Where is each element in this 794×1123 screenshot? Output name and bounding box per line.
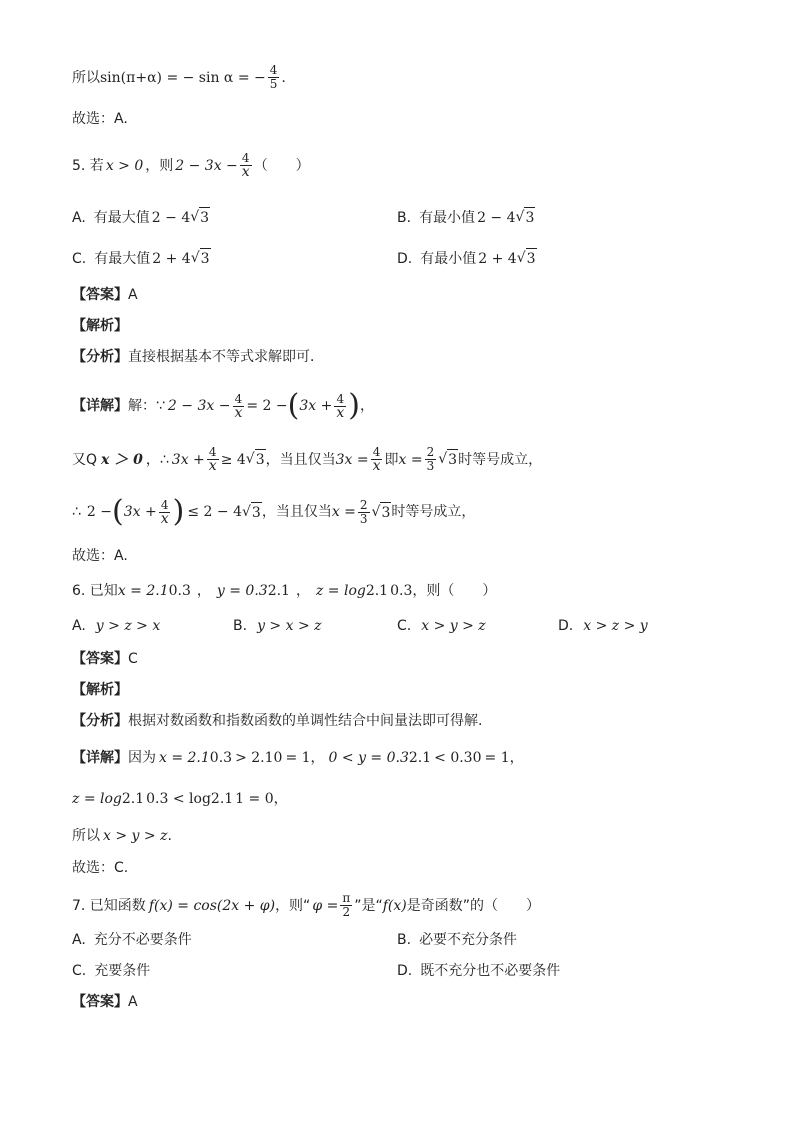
option-c[interactable]: C. 充要条件 (72, 963, 151, 979)
analysis-summary: 【分析】 根据对数函数和指数函数的单调性结合中间量法即可得解. (72, 713, 483, 729)
analysis-summary: 【分析】 直接根据基本不等式求解即可． (72, 349, 324, 365)
analysis-heading: 【解析】 (72, 318, 128, 334)
answer-line: 【答案】 A (72, 287, 138, 303)
option-b[interactable]: B. 有最小值 2 − 4 √ 3 (397, 209, 535, 226)
detail-line-1: 【详解】 因为 x = 2.1 0.3 > 2.1 0 = 1 ， 0 < y = 0.3 2.1 < 0.3 0 = 1 ， (72, 750, 524, 766)
option-c[interactable]: C. x > y > z (397, 618, 486, 634)
option-b[interactable]: B. y > x > z (233, 618, 322, 634)
option-a[interactable]: A. 充分不必要条件 (72, 932, 192, 948)
option-a[interactable]: A. 有最大值 2 − 4 √ 3 (72, 209, 210, 226)
answer-line: 【答案】 C (72, 651, 138, 667)
sqrt-symbol: √ 3 (516, 250, 536, 267)
sqrt-symbol: √ 3 (190, 209, 210, 226)
detail-line-2: z = log 2.1 0.3 < log 2.1 1 = 0 ， (72, 791, 288, 807)
detail-line-2: 又Q x ＞ 0 ，∴ 3x + $\frac{4}{x}$ ≥ 4 √ 3 ，当且仅当 3x = $\frac{4}{x}$ 即 x = $\frac{2}{3}$ √ 3 时等号成立， (72, 445, 543, 474)
option-c[interactable]: C. 有最大值 2 + 4 √ 3 (72, 250, 210, 267)
sqrt-symbol: √ 3 (190, 250, 210, 267)
answer-choice-line: 故选：C. (72, 860, 129, 876)
detail-line-1: 【详解】 解：∵ 2 − 3x − $\frac{4}{x}$ = 2 − ( 3x + $\frac{4}{x}$ ) ， (72, 388, 374, 423)
option-d[interactable]: D. 有最小值 2 + 4 √ 3 (397, 250, 536, 267)
option-d[interactable]: D. 既不充分也不必要条件 (397, 963, 561, 979)
detail-line-3: ∴ 2 − ( 3x + $\frac{4}{x}$ ) ≤ 2 − 4 √ 3 ，当且仅当 x = $\frac{2}{3}$ √ 3 时等号成立， (72, 494, 476, 529)
option-d[interactable]: D. x > z > y (558, 618, 648, 634)
fraction: $\frac{4}{5}$ (269, 63, 278, 91)
text: 所以 (72, 69, 100, 86)
sqrt-symbol: √ 3 (515, 209, 535, 226)
detail-line-3: 所以 x > y > z . (72, 828, 172, 844)
question-5-stem: 5. 若 x > 0 ，则 2 − 3x − $\frac{4}{x}$ （ ） (72, 151, 310, 180)
question-6-stem: 6. 已知 x = 2.1 0.3 ， y = 0.3 2.1 ， z = log 2.1 0.3 ，则（ ） (72, 583, 497, 599)
conclusion-line: 所以 sin(π+α) = − sin α = − $\frac{4}{5}$ . (72, 63, 286, 91)
answer-line: 【答案】 A (72, 994, 138, 1010)
analysis-heading: 【解析】 (72, 682, 128, 698)
question-7-stem: 7. 已知函数 f(x) = cos(2x + φ) ，则“ φ = $\frac{\pi}{2}$ ”是“ f(x) 是奇函数”的（ ） (72, 891, 540, 919)
sqrt-symbol: √ 3 (371, 503, 391, 521)
math-expr: sin(π+α) = − sin α = − (100, 69, 266, 86)
sqrt-symbol: √ 3 (438, 451, 458, 468)
answer-choice-line: 故选：A. (72, 548, 128, 564)
option-b[interactable]: B. 必要不充分条件 (397, 932, 518, 948)
answer-choice-line: 故选：A. (72, 111, 128, 127)
fraction: $\frac{4}{x}$ (241, 151, 250, 180)
option-a[interactable]: A. y > z > x (72, 618, 161, 634)
sqrt-symbol: √ 3 (245, 451, 265, 468)
sqrt-symbol: √ 3 (241, 503, 261, 521)
